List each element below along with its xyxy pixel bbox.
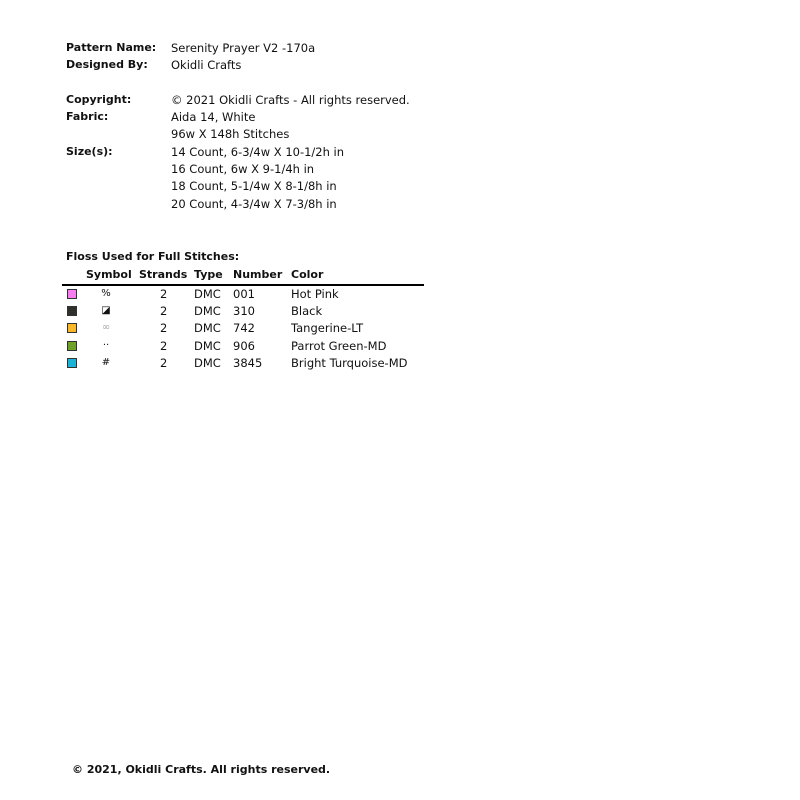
floss-number: 310 [233,304,255,318]
floss-type: DMC [194,339,221,353]
designed-by-label: Designed By: [66,58,148,71]
floss-strands: 2 [160,321,168,335]
color-swatch [67,323,77,333]
floss-strands: 2 [160,356,168,370]
stitch-count: 96w X 148h Stitches [171,127,290,141]
size-item: 14 Count, 6-3/4w X 10-1/2h in [171,145,345,159]
floss-symbol: % [101,288,111,299]
copyright: © 2021 Okidli Crafts - All rights reserved. [171,93,410,107]
color-swatch [67,289,77,299]
color-swatch [67,306,77,316]
floss-symbol: ∞ [101,322,111,333]
pattern-name: Serenity Prayer V2 -170a [171,41,316,55]
floss-type: DMC [194,321,221,335]
designed-by: Okidli Crafts [171,58,242,72]
header-type: Type [194,268,223,281]
floss-type: DMC [194,356,221,370]
floss-symbol: # [101,357,111,368]
floss-symbol: ·· [102,340,110,351]
floss-number: 001 [233,287,255,301]
floss-title: Floss Used for Full Stitches: [66,250,240,263]
pattern-name-label: Pattern Name: [66,41,157,54]
floss-strands: 2 [160,287,168,301]
color-swatch [67,358,77,368]
color-swatch [67,341,77,351]
header-color: Color [291,268,324,281]
copyright-label: Copyright: [66,93,132,106]
sizes-label: Size(s): [66,145,113,158]
footer-copyright: © 2021, Okidli Crafts. All rights reserved. [72,763,331,776]
floss-type: DMC [194,287,221,301]
floss-number: 742 [233,321,255,335]
floss-color: Bright Turquoise-MD [291,356,408,370]
floss-strands: 2 [160,339,168,353]
fabric-label: Fabric: [66,110,109,123]
header-number: Number [233,268,283,281]
floss-strands: 2 [160,304,168,318]
header-symbol: Symbol [86,268,132,281]
floss-color: Black [291,304,323,318]
header-divider [62,284,424,286]
floss-color: Tangerine-LT [291,321,364,335]
size-item: 16 Count, 6w X 9-1/4h in [171,162,315,176]
floss-symbol: ◪ [101,305,111,316]
floss-number: 906 [233,339,255,353]
size-item: 20 Count, 4-3/4w X 7-3/8h in [171,197,337,211]
floss-color: Hot Pink [291,287,339,301]
floss-color: Parrot Green-MD [291,339,387,353]
floss-type: DMC [194,304,221,318]
header-strands: Strands [139,268,188,281]
fabric: Aida 14, White [171,110,256,124]
floss-number: 3845 [233,356,263,370]
size-item: 18 Count, 5-1/4w X 8-1/8h in [171,179,337,193]
